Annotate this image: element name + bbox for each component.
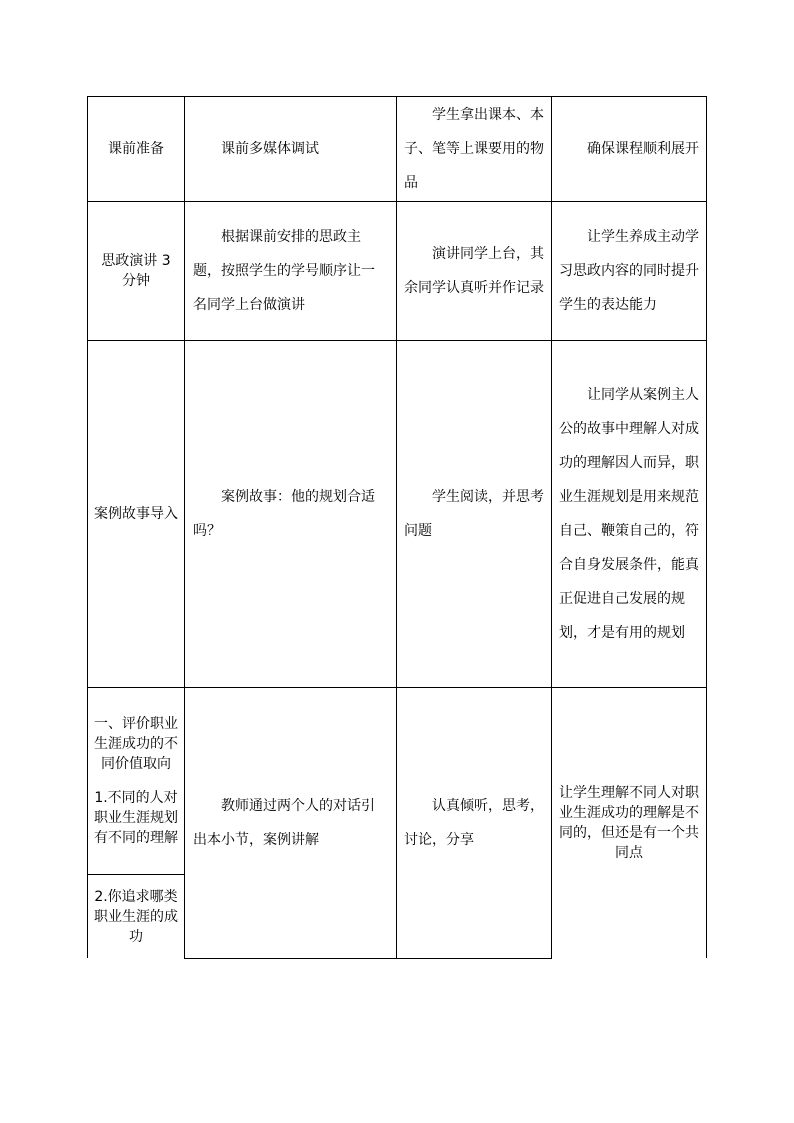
table-cell-stage [88,202,184,340]
teacher-activity-text: 教师通过两个人的对话引出本小节，案例讲解 [193,798,375,848]
stage-text: 思政演讲 3 分钟 [101,253,171,289]
table-cell-stage-sub [88,875,184,958]
teacher-activity-text: 根据课前安排的思政主题，按照学生的学号顺序让一名同学上台做演讲 [193,229,375,313]
table-cell-student [397,688,551,958]
table-cell-stage [88,688,184,874]
stage-text: 案例故事导入 [94,506,178,522]
student-activity-text: 学生拿出课本、本子、笔等上课要用的物品 [404,107,544,191]
table-cell-purpose [552,202,706,340]
table-cell-purpose [552,97,706,201]
teacher-activity-text: 课前多媒体调试 [221,141,319,157]
table-cell-stage [88,97,184,201]
table-cell-student [397,97,551,201]
table-cell-teacher [185,202,396,340]
stage-text: 课前准备 [108,141,164,157]
table-cell-student [397,341,551,687]
table-cell-student [397,202,551,340]
purpose-text: 让学生理解不同人对职业生涯成功的理解是不同的，但还是有一个共同点 [559,785,699,861]
stage-subsection-2: 2.你追求哪类职业生涯的成功 [94,888,178,945]
purpose-text: 确保课程顺利展开 [587,141,699,157]
teacher-activity-text: 案例故事：他的规划合适吗？ [193,489,375,539]
purpose-text: 让同学从案例主人公的故事中理解人对成功的理解因人而异，职业生涯规划是用来规范自己、鞭策自己的，符合自身发展条件，能真正促进自己发展的规划，才是有用的规划 [559,387,699,641]
purpose-text: 让学生养成主动学习思政内容的同时提升学生的表达能力 [559,229,699,313]
table-cell-stage [88,341,184,687]
student-activity-text: 学生阅读，并思考问题 [404,489,544,539]
stage-section-title: 一、评价职业生涯成功的不同价值取向 [94,716,178,772]
student-activity-text: 认真倾听，思考，讨论，分享 [404,798,544,848]
table-border-right [706,96,707,958]
table-cell-teacher [185,97,396,201]
table-bottom-segment [184,958,552,959]
student-activity-text: 演讲同学上台，其余同学认真听并作记录 [404,246,544,296]
table-cell-purpose [552,341,706,687]
table-cell-purpose [552,688,706,958]
stage-subsection-1: 1.不同的人对职业生涯规划有不同的理解 [94,790,178,846]
table-cell-teacher [185,341,396,687]
table-cell-teacher [185,688,396,958]
